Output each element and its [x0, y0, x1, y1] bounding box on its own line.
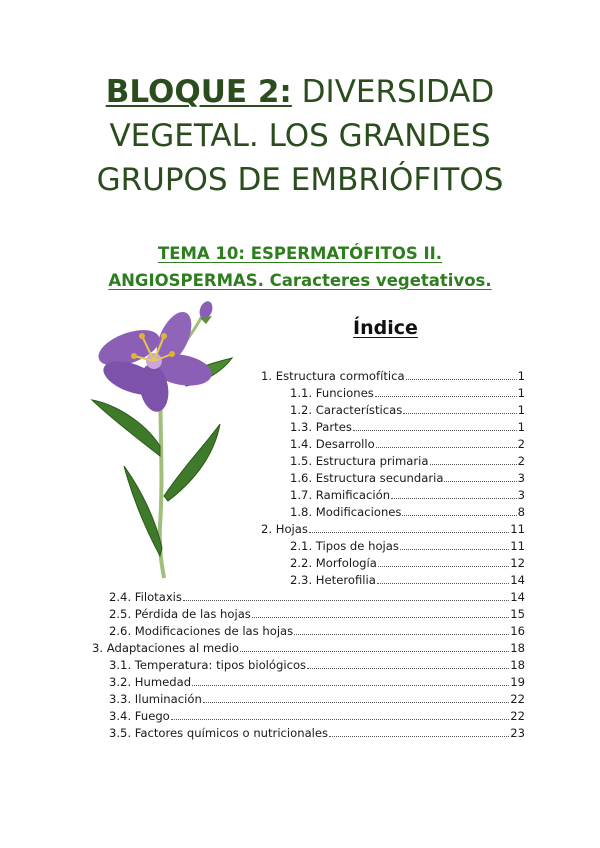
title-line-1-rest: DIVERSIDAD: [291, 74, 495, 110]
toc-entry[interactable]: 1.7. Ramificación 3: [290, 488, 525, 502]
toc-entry[interactable]: 2.3. Heterofilia 14: [290, 573, 525, 587]
toc-entry[interactable]: 3.5. Factores químicos o nutricionales 23: [109, 726, 525, 740]
index-heading: Índice: [353, 317, 418, 339]
toc-entry[interactable]: 1.2. Características 1: [290, 403, 525, 417]
title-line-3: GRUPOS DE EMBRIÓFITOS: [96, 162, 504, 198]
toc-entry[interactable]: 1.4. Desarrollo 2: [290, 437, 525, 451]
toc-entry[interactable]: 2.4. Filotaxis 14: [109, 590, 525, 604]
toc-entry[interactable]: 1. Estructura cormofítica 1: [261, 369, 525, 383]
toc-entry[interactable]: 1.5. Estructura primaria 2: [290, 454, 525, 468]
toc-entry[interactable]: 2.1. Tipos de hojas 11: [290, 539, 525, 553]
bloque-label: BLOQUE 2:: [105, 74, 292, 110]
toc-entry[interactable]: 3.2. Humedad 19: [109, 675, 525, 689]
toc-entry[interactable]: 3.4. Fuego 22: [109, 709, 525, 723]
toc-entry[interactable]: 3.1. Temperatura: tipos biológicos 18: [109, 658, 525, 672]
toc-entry[interactable]: 3. Adaptaciones al medio 18: [92, 641, 525, 655]
title-line-2: VEGETAL. LOS GRANDES: [109, 118, 491, 154]
toc-entry[interactable]: 2.6. Modificaciones de las hojas 16: [109, 624, 525, 638]
toc-entry[interactable]: 1.6. Estructura secundaria 3: [290, 471, 525, 485]
toc-entry[interactable]: 1.1. Funciones 1: [290, 386, 525, 400]
toc-entry[interactable]: 1.8. Modificaciones 8: [290, 505, 525, 519]
toc-entry[interactable]: 3.3. Iluminación 22: [109, 692, 525, 706]
toc-entry[interactable]: 2.2. Morfología 12: [290, 556, 525, 570]
subtitle-line-2: ANGIOSPERMAS. Caracteres vegetativos.: [108, 271, 492, 290]
toc-entry[interactable]: 2.5. Pérdida de las hojas 15: [109, 607, 525, 621]
toc-entry[interactable]: 2. Hojas 11: [261, 522, 525, 536]
toc-entry[interactable]: 1.3. Partes 1: [290, 420, 525, 434]
subtitle-line-1: TEMA 10: ESPERMATÓFITOS II.: [157, 244, 443, 263]
